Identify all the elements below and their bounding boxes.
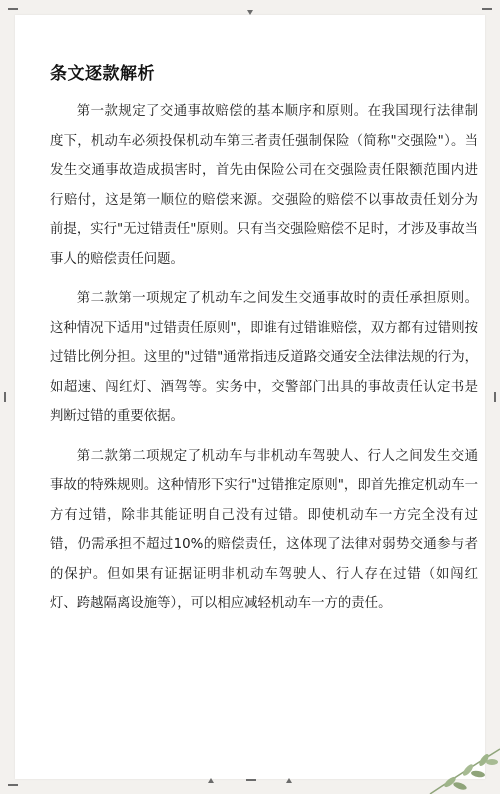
bottom-center-dash bbox=[246, 779, 256, 781]
top-right-dash bbox=[482, 8, 492, 10]
leaf-branch-icon bbox=[420, 734, 500, 794]
top-left-triangle-mark bbox=[247, 10, 253, 15]
bottom-right-triangle-mark bbox=[286, 778, 292, 783]
document-page bbox=[15, 15, 485, 779]
section-title: 条文逐款解析 bbox=[50, 64, 155, 84]
left-middle-dash bbox=[4, 392, 6, 402]
top-left-dash bbox=[8, 8, 18, 10]
document-body bbox=[50, 97, 478, 629]
bottom-left-dash bbox=[8, 784, 18, 786]
right-middle-dash bbox=[494, 392, 496, 402]
paragraph-3: 第二款第二项规定了机动车与非机动车驾驶人、行人之间发生交通事故的特殊规则。这种情形下实行"过错推定原则"，即首先推定机动车一方有过错，除非其能证明自己没有过错。即使机动车一方完全没有过错，仍需承担不超过10%的赔偿责任，这体现了法律对弱势交通参与者的保护。但如果有证据证明非机动车驾驶人、行人存在过错（如闯红灯、跨越隔离设施等），可以相应减轻机动车一方的责任。 bbox=[50, 448, 478, 611]
bottom-triangle-mark bbox=[208, 778, 214, 783]
paragraph-2: 第二款第一项规定了机动车之间发生交通事故时的责任承担原则。这种情况下适用"过错责任原则"，即谁有过错谁赔偿，双方都有过错则按过错比例分担。这里的"过错"通常指违反道路交通安全法律法规的行为，如超速、闯红灯、酒驾等。实务中，交警部门出具的事故责任认定书是判断过错的重要依据。 bbox=[50, 291, 478, 424]
paragraph-1: 第一款规定了交通事故赔偿的基本顺序和原则。在我国现行法律制度下，机动车必须投保机动车第三者责任强制保险（简称"交强险"）。当发生交通事故造成损害时，首先由保险公司在交强险责任限额范围内进行赔付，这是第一顺位的赔偿来源。交强险的赔偿不以事故责任划分为前提，实行"无过错责任"原则。只有当交强险赔偿不足时，才涉及事故当事人的赔偿责任问题。 bbox=[50, 104, 478, 267]
